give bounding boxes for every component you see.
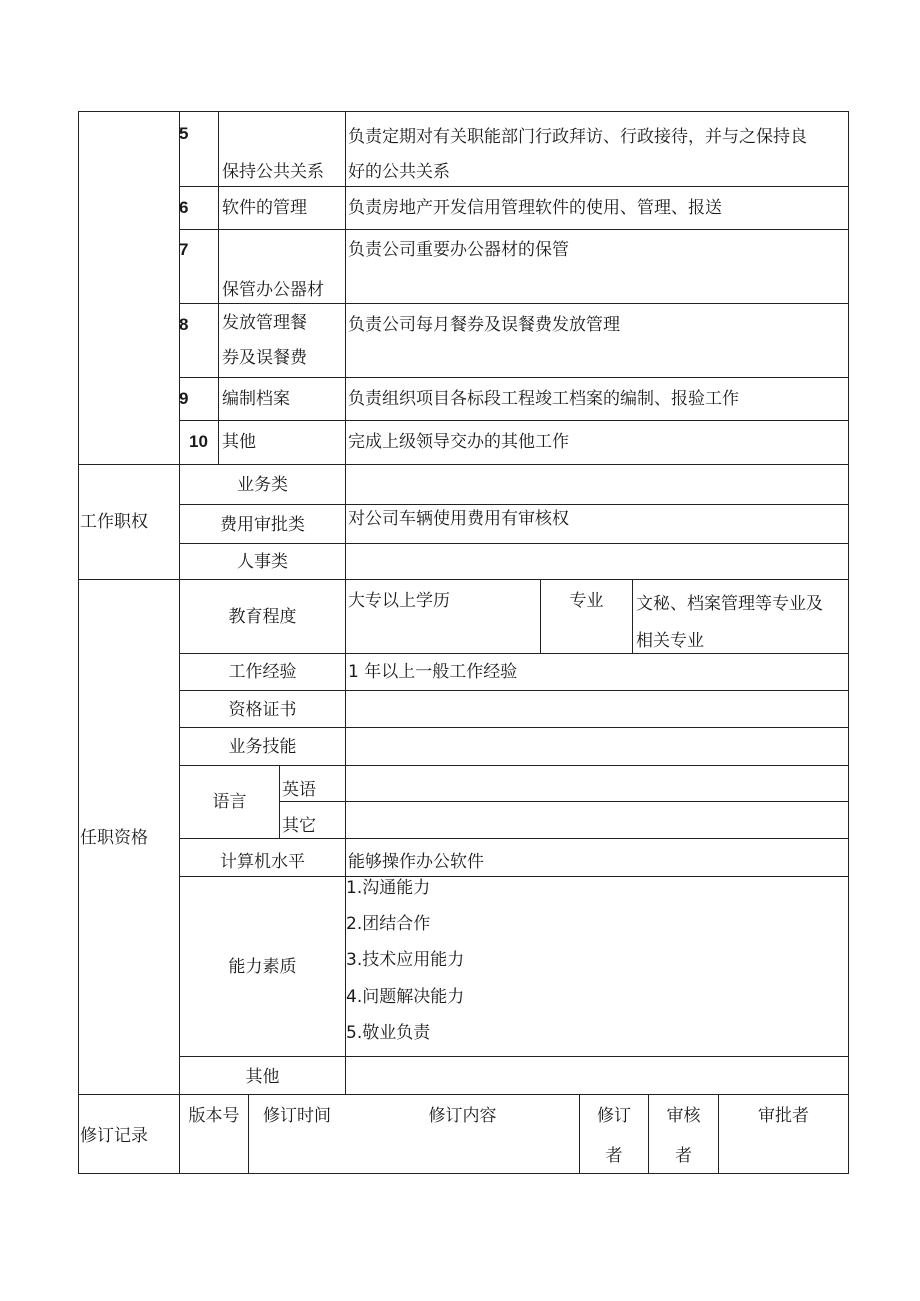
authority-business-label: 业务类 [237,475,288,495]
duty-number: 8 [179,315,189,334]
authority-expense-value: 对公司车辆使用费用有审核权 [348,509,569,529]
duty-description: 完成上级领导交办的其他工作 [348,432,569,452]
duty-description-line-1: 负责定期对有关职能部门行政拜访、行政接待，并与之保持良 [348,127,807,147]
ability-item: 4.问题解决能力 [346,987,465,1007]
ability-item: 1.沟通能力 [346,878,431,898]
language-other-label: 其它 [282,816,316,836]
revision-reviser-header-line-1: 修订 [597,1106,631,1126]
duty-name-line-2: 券及误餐费 [222,348,307,368]
computer-level-value: 能够操作办公软件 [348,852,484,872]
duty-description: 负责组织项目各标段工程竣工档案的编制、报验工作 [348,389,739,409]
computer-level-label: 计算机水平 [220,852,305,872]
duty-number: 6 [179,198,189,217]
duty-name: 其他 [222,432,256,452]
major-value-line-1: 文秘、档案管理等专业及 [636,594,823,614]
revision-reviser-header-line-2: 者 [605,1146,623,1166]
authority-personnel-label: 人事类 [237,552,288,572]
revision-time-header: 修订时间 [263,1106,331,1126]
revision-section-label: 修订记录 [80,1126,148,1146]
certificate-label: 资格证书 [228,700,297,720]
experience-value: 1 年以上一般工作经验 [348,662,518,682]
duty-name: 保持公共关系 [222,162,324,182]
duty-number: 9 [179,389,189,408]
education-label: 教育程度 [228,607,297,627]
education-value: 大专以上学历 [348,591,450,611]
duty-number: 10 [189,432,208,451]
ability-label: 能力素质 [228,957,297,977]
duty-description: 负责公司每月餐券及误餐费发放管理 [348,315,620,335]
duty-name-line-1: 发放管理餐 [222,313,307,333]
duty-name: 保管办公器材 [222,280,324,300]
major-value-line-2: 相关专业 [636,631,704,651]
revision-approver-header: 审批者 [758,1106,809,1126]
language-label: 语言 [212,792,247,812]
ability-item: 2.团结合作 [346,914,431,934]
revision-version-header: 版本号 [188,1106,240,1126]
qualification-other-label: 其他 [245,1067,280,1087]
skills-label: 业务技能 [228,737,297,757]
duty-name: 软件的管理 [222,198,307,218]
authority-expense-label: 费用审批类 [220,515,305,535]
duty-number: 7 [179,240,189,259]
revision-content-header: 修订内容 [428,1106,497,1126]
revision-auditor-header-line-1: 审核 [666,1106,701,1126]
language-english-label: 英语 [282,780,316,800]
duty-description-line-2: 好的公共关系 [348,162,450,182]
duty-number: 5 [179,124,189,143]
authority-section-label: 工作职权 [80,512,148,532]
experience-label: 工作经验 [228,662,297,682]
qualification-section-label: 任职资格 [80,828,148,848]
duty-name: 编制档案 [222,389,290,409]
duty-description: 负责房地产开发信用管理软件的使用、管理、报送 [348,198,722,218]
revision-auditor-header-line-2: 者 [675,1146,692,1166]
ability-item: 3.技术应用能力 [346,950,465,970]
major-label: 专业 [569,591,604,611]
ability-item: 5.敬业负责 [346,1023,431,1043]
duty-description: 负责公司重要办公器材的保管 [348,240,569,260]
